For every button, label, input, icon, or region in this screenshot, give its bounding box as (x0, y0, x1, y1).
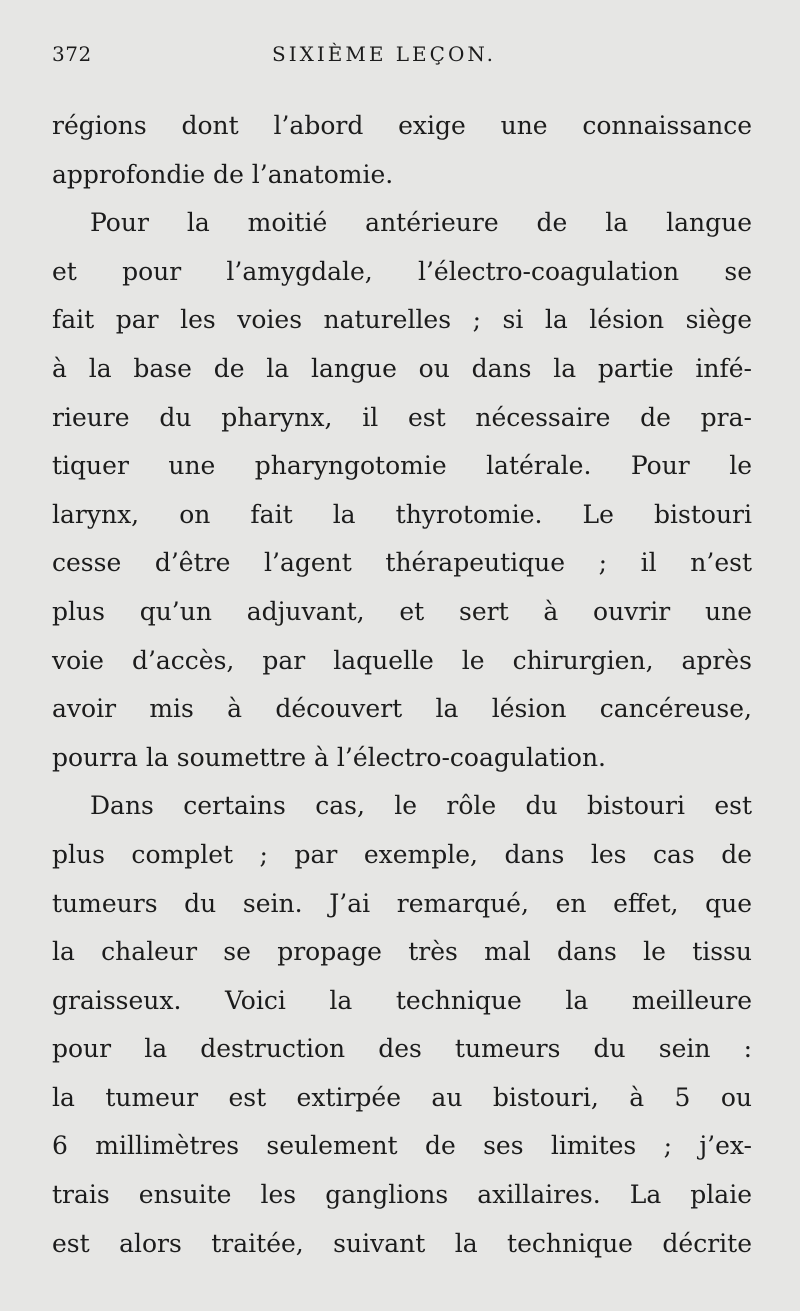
text-line: trais ensuite les ganglions axillaires. La plaie (52, 1180, 752, 1210)
text-line: rieure du pharynx, il est nécessaire de pra- (52, 402, 752, 432)
text-line: graisseux. Voici la technique la meilleure (52, 985, 752, 1015)
text-line: plus qu’un adjuvant, et sert à ouvrir une (52, 596, 752, 626)
text-line: pour la destruction des tumeurs du sein : (52, 1034, 752, 1064)
text-line: Pour la moitié antérieure de la langue (90, 208, 752, 238)
text-line: fait par les voies naturelles ; si la lésion siège (52, 305, 752, 335)
text-line: cesse d’être l’agent thérapeutique ; il n’est (52, 548, 752, 578)
text-line: la chaleur se propage très mal dans le tissu (52, 937, 752, 967)
text-line: larynx, on fait la thyrotomie. Le bistouri (52, 499, 752, 529)
page-number: 372 (52, 42, 92, 66)
running-title: SIXIÈME LEÇON. (272, 42, 496, 66)
text-line: régions dont l’abord exige une connaissance (52, 111, 752, 140)
text-line: et pour l’amygdale, l’électro-coagulation se (52, 256, 752, 286)
text-line: pourra la soumettre à l’électro-coagulation. (52, 742, 607, 772)
text-line: approfondie de l’anatomie. (52, 159, 394, 189)
text-line: plus complet ; par exemple, dans les cas de (52, 839, 752, 869)
text-line: tumeurs du sein. J’ai remarqué, en effet, que (52, 888, 752, 918)
body-text (52, 102, 752, 1268)
text-line: est alors traitée, suivant la technique décrite (52, 1228, 752, 1258)
text-line: Dans certains cas, le rôle du bistouri est (90, 791, 752, 821)
text-line: voie d’accès, par laquelle le chirurgien, après (52, 645, 752, 675)
running-head (52, 42, 752, 76)
text-line: avoir mis à découvert la lésion cancéreuse, (52, 694, 752, 724)
text-line: 6 millimètres seulement de ses limites ; j’ex- (52, 1131, 752, 1161)
text-line: la tumeur est extirpée au bistouri, à 5 ou (52, 1082, 752, 1112)
text-line: tiquer une pharyngotomie latérale. Pour le (52, 451, 752, 481)
text-line: à la base de la langue ou dans la partie infé- (52, 353, 752, 383)
